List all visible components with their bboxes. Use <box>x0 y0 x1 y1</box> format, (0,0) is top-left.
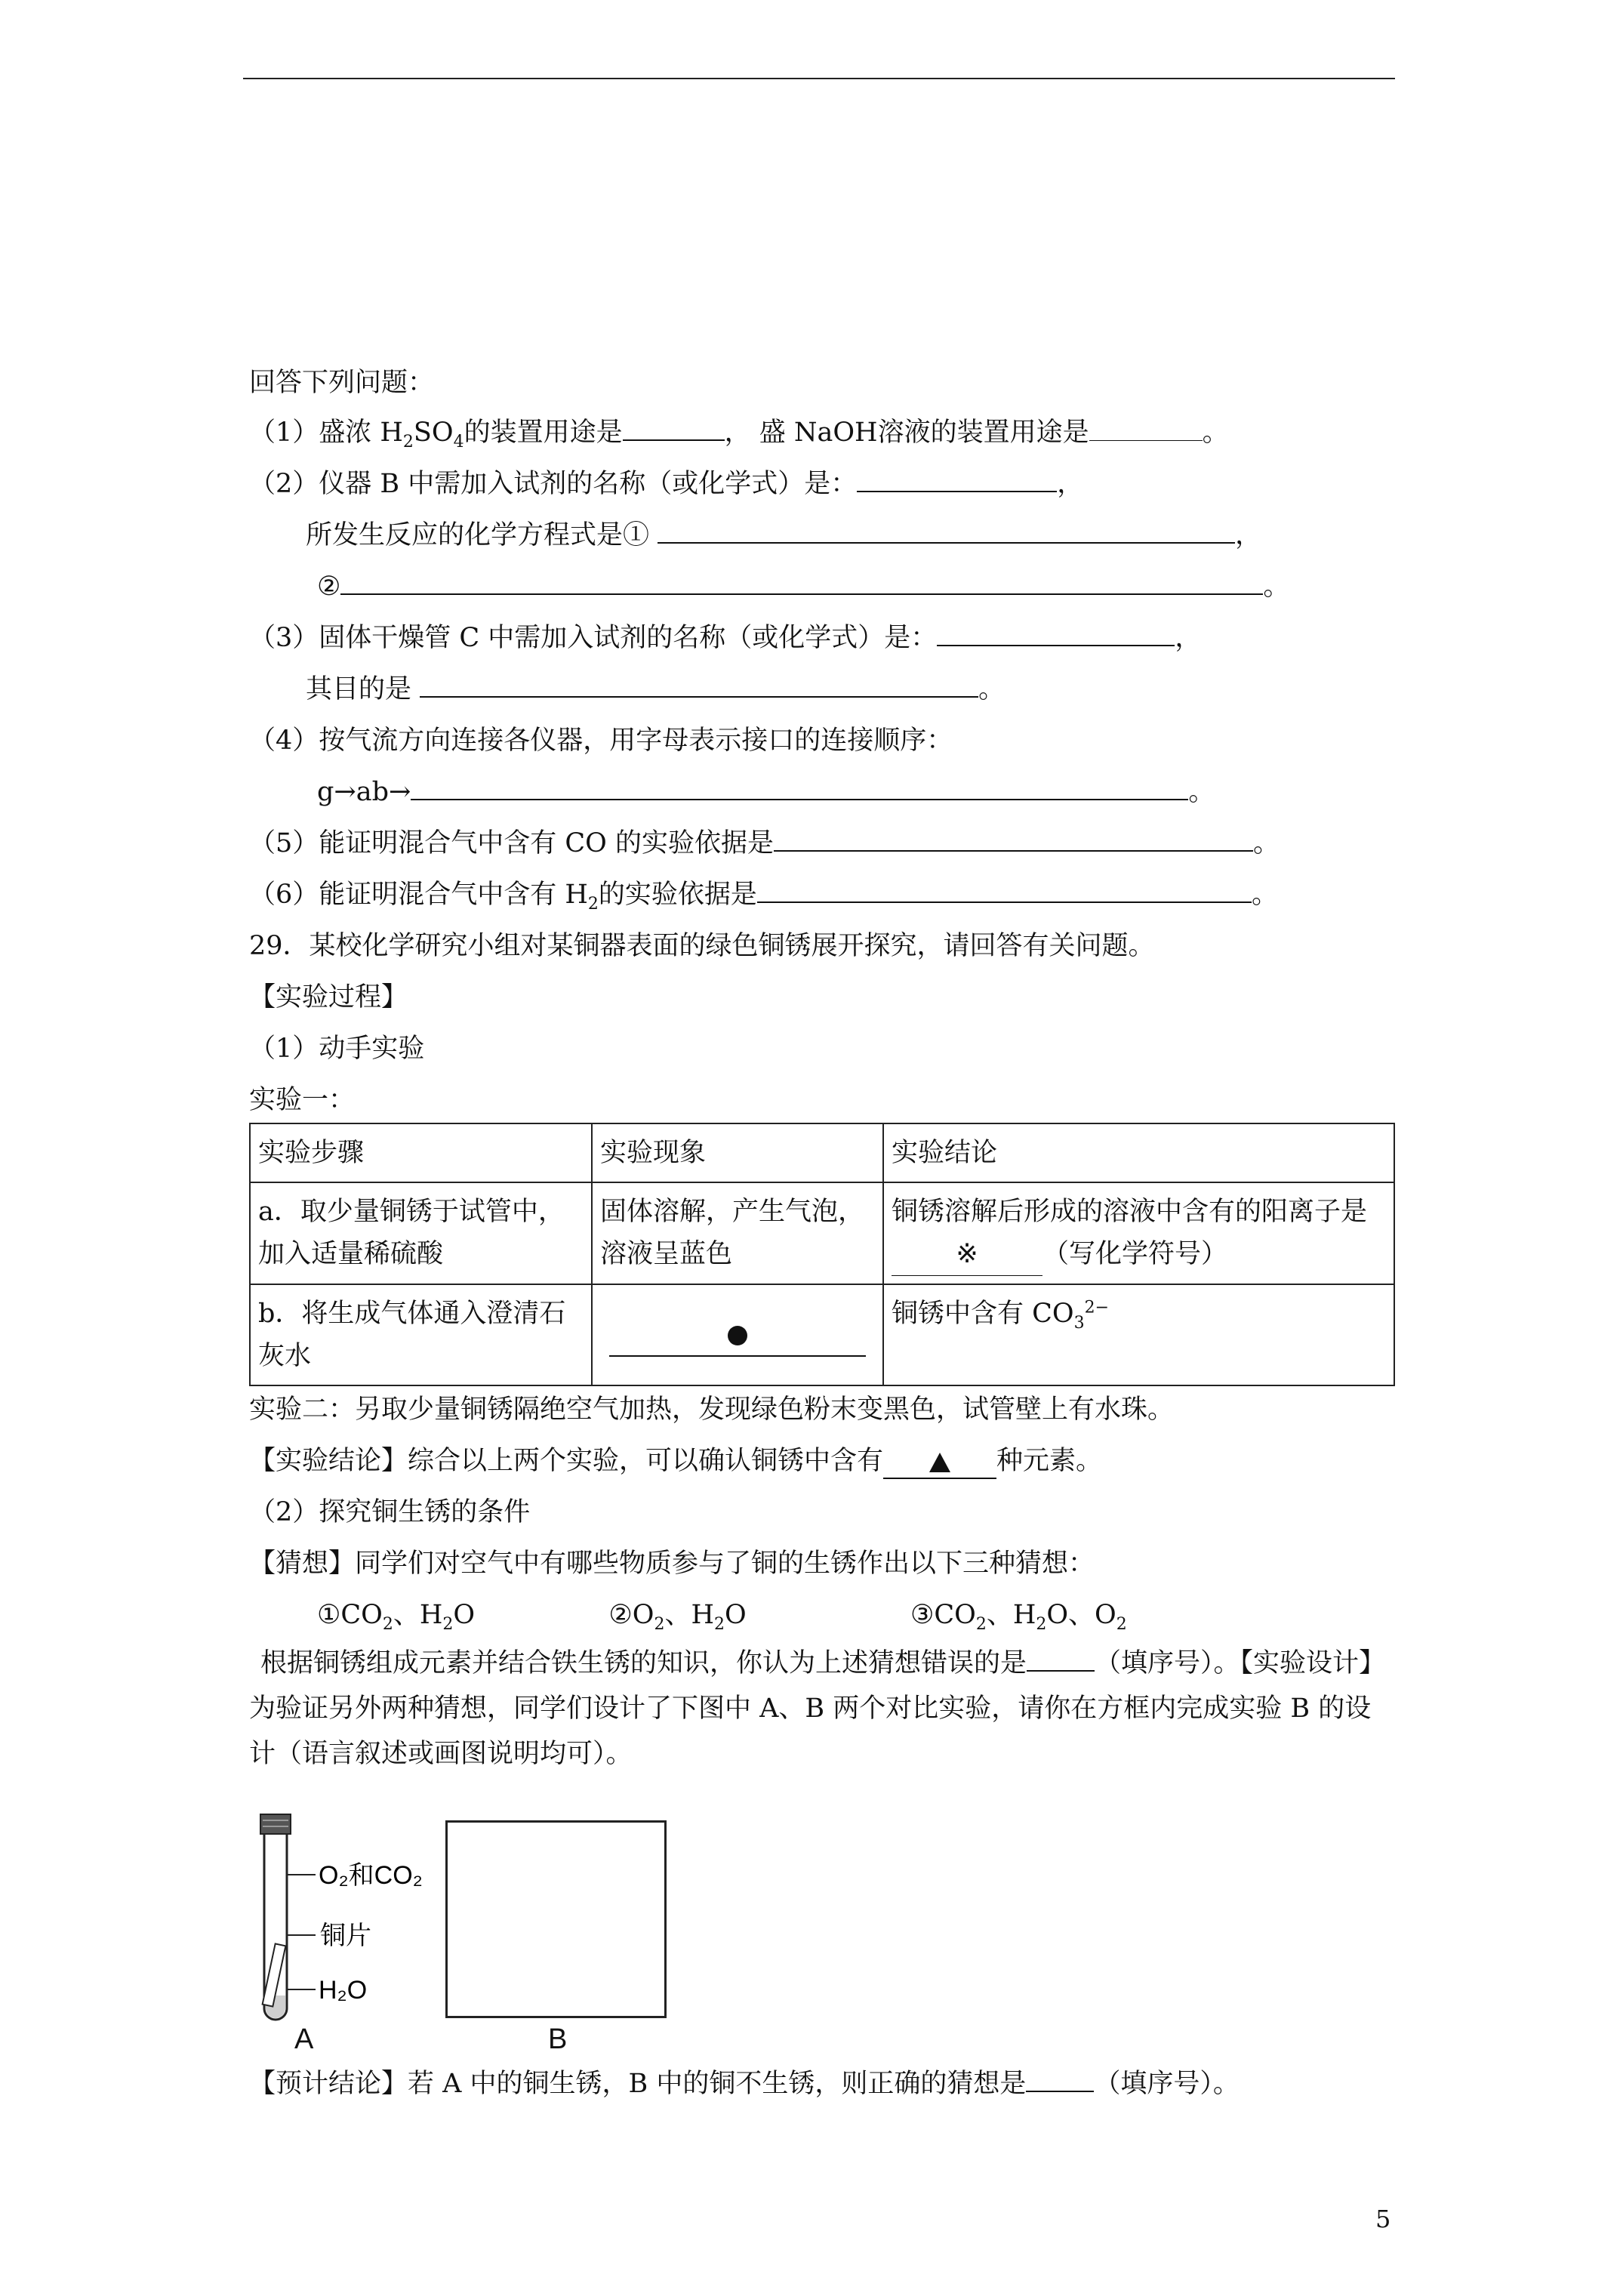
page-number: 5 <box>1375 2205 1391 2233</box>
question-6: （6）能证明混合气中含有 $H_2$的实验依据是 。 <box>249 880 1278 914</box>
answer-blank[interactable] <box>857 468 1057 492</box>
answer-blank[interactable] <box>420 673 978 698</box>
intro-text: 回答下列问题： <box>249 368 435 398</box>
answer-blank[interactable] <box>883 1444 996 1479</box>
option-3: $③CO_2$、$H_2O$、$O_2$ <box>910 1600 1127 1634</box>
step-cell: b．将生成气体通入澄清石灰水 <box>250 1284 592 1385</box>
water-label: H₂O <box>319 1976 368 2005</box>
guess-text: 【猜想】同学们对空气中有哪些物质参与了铜的生锈作出以下三种猜想： <box>249 1549 1095 1579</box>
header-cell: 实验结论 <box>883 1123 1394 1182</box>
table-header-row <box>250 1123 1394 1182</box>
conclusion-cell: 铜锈中含有 $CO_3^{2-}$ <box>883 1284 1394 1385</box>
design-box-b[interactable] <box>445 1820 667 2018</box>
question-2: （2）仪器 B 中需加入试剂的名称（或化学式）是： ， <box>249 469 1084 499</box>
table-row <box>250 1182 1394 1284</box>
answer-blank[interactable] <box>937 622 1175 646</box>
explore-heading: （2）探究铜生锈的条件 <box>249 1497 531 1527</box>
answer-blank[interactable] <box>774 827 1253 852</box>
hands-on-heading: （1）动手实验 <box>249 1034 425 1064</box>
answer-blank[interactable] <box>658 519 1235 544</box>
figure-label-a: A <box>294 2023 314 2055</box>
answer-blank[interactable] <box>1027 1649 1095 1672</box>
header-cell: 实验现象 <box>592 1123 883 1182</box>
header-rule <box>243 78 1395 79</box>
test-tube-figure-a <box>242 1808 468 2065</box>
question-2-equation-2: ② 。 <box>317 572 1290 602</box>
design-paragraph: 根据铜锈组成元素并结合铁生锈的知识，你认为上述猜想错误的是 （填序号）。【实验设计】为验证另外两种猜想，同学们设计了下图中 A、B 两个对比实验，请你在方框内完成实验 B 的设计（语言叙述或画图说明均可）。 <box>249 1648 1386 1769</box>
gas-label: O₂和CO₂ <box>319 1861 423 1890</box>
question-1: （1）盛浓 $H_2SO_4$的装置用途是 ， 盛 NaOH溶液的装置用途是 。 <box>249 418 1229 451</box>
answer-blank[interactable] <box>1089 418 1203 441</box>
question-2-equation-1: 所发生反应的化学方程式是① ， <box>306 520 1262 550</box>
figure-label-b: B <box>548 2023 568 2055</box>
answer-blank[interactable]: ※ <box>892 1233 1042 1276</box>
question-5: （5）能证明混合气中含有 CO 的实验依据是 。 <box>249 828 1280 858</box>
table-row <box>250 1284 1394 1385</box>
answer-blank[interactable] <box>1026 2069 1094 2092</box>
experiment-1-heading: 实验一： <box>249 1085 356 1115</box>
experiment-2-text: 实验二：另取少量铜锈隔绝空气加热，发现绿色粉末变黑色，试管壁上有水珠。 <box>249 1395 1175 1425</box>
answer-blank[interactable] <box>623 417 725 441</box>
step-cell: a．取少量铜锈于试管中，加入适量稀硫酸 <box>250 1182 592 1284</box>
experiment-table <box>249 1123 1395 1386</box>
question-3: （3）固体干燥管 C 中需加入试剂的名称（或化学式）是： ， <box>249 623 1202 653</box>
dot-marker-icon <box>728 1326 747 1345</box>
question-3-purpose: 其目的是 。 <box>306 674 1006 704</box>
header-cell: 实验步骤 <box>250 1123 592 1182</box>
question-4: （4）按气流方向连接各仪器，用字母表示接口的连接顺序： <box>249 726 953 756</box>
phenomenon-cell <box>592 1284 883 1385</box>
phenomenon-cell: 固体溶解，产生气泡，溶液呈蓝色 <box>592 1182 883 1284</box>
answer-blank[interactable] <box>340 571 1263 595</box>
question-4-sequence: g→ab→ 。 <box>317 777 1215 807</box>
answer-blank[interactable] <box>609 1313 866 1357</box>
experiment-conclusion: 【实验结论】综合以上两个实验，可以确认铜锈中含有 种元素。 <box>249 1444 1102 1479</box>
option-1: $①CO_2$、$H_2O$ <box>317 1600 476 1634</box>
stopper-icon <box>260 1814 291 1834</box>
prediction-text: 【预计结论】若 A 中的铜生锈，B 中的铜不生锈，则正确的猜想是 （填序号）。 <box>249 2069 1240 2099</box>
answer-blank[interactable] <box>411 776 1188 800</box>
option-2: $②O_2$、$H_2O$ <box>608 1600 747 1634</box>
guess-options <box>317 1598 1127 1632</box>
copper-label: 铜片 <box>320 1921 371 1951</box>
question-29: 29．某校化学研究小组对某铜器表面的绿色铜锈展开探究，请回答有关问题。 <box>249 931 1155 961</box>
triangle-marker-icon <box>929 1453 950 1472</box>
section-process: 【实验过程】 <box>249 982 408 1012</box>
answer-blank[interactable] <box>757 879 1252 903</box>
conclusion-cell: 铜锈溶解后形成的溶液中含有的阳离子是※ （写化学符号） <box>883 1182 1394 1284</box>
